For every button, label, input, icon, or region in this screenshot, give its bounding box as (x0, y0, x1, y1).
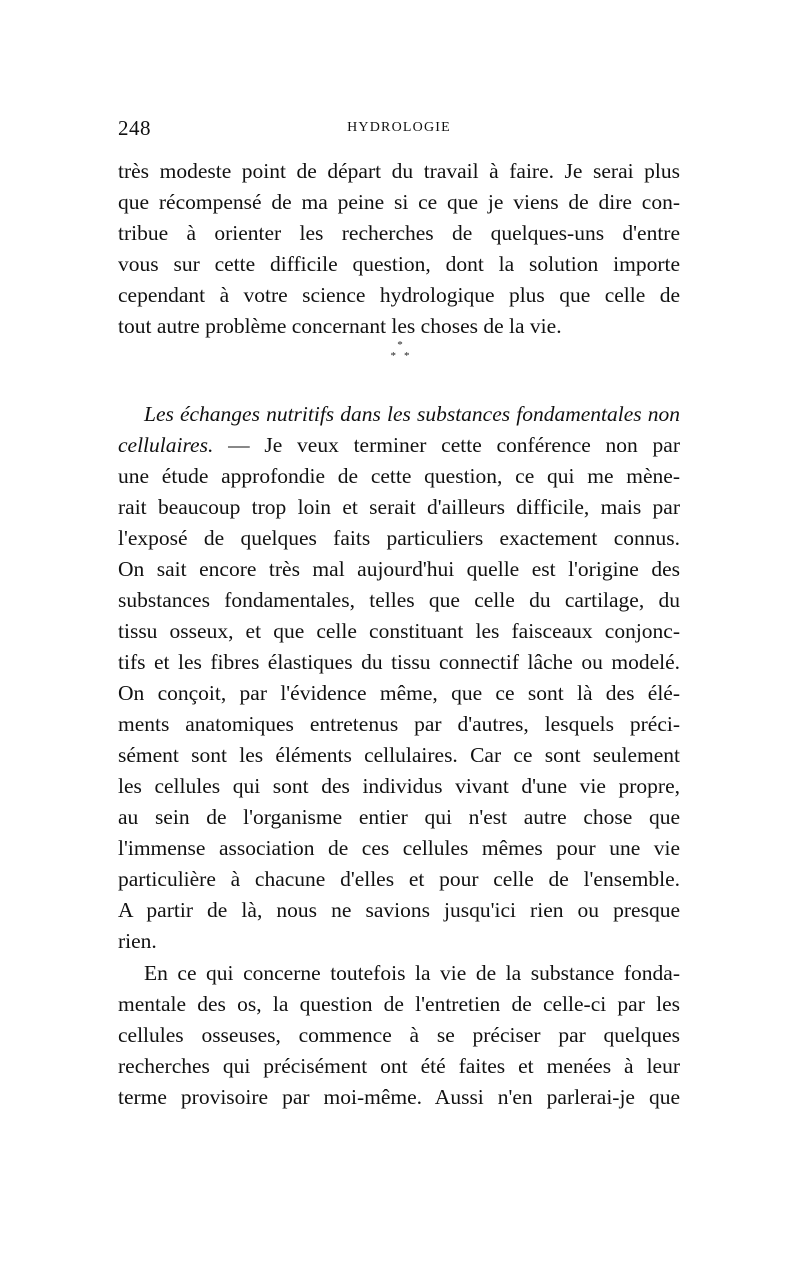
asterism-separator (370, 340, 430, 380)
text-line: tout autre problème concernant les choses de la vie. (118, 314, 562, 338)
text-line: que récompensé de ma peine si ce que je viens de dire con- (118, 190, 680, 214)
text-line: l'exposé de quelques faits particuliers exactement connus. (118, 526, 680, 550)
text-line: substances fondamentales, telles que celle du cartilage, du (118, 588, 680, 612)
text-line: rait beaucoup trop loin et serait d'ailleurs difficile, mais par (118, 495, 680, 519)
text-line: particulière à chacune d'elles et pour celle de l'ensemble. (118, 867, 680, 891)
asterisk-glyph: * (404, 350, 410, 362)
section-title: Les échanges nutritifs dans les substances fondamentales non (144, 402, 680, 426)
text-line: rien. (118, 929, 157, 953)
text-line: cellules osseuses, commence à se préciser par quelques (118, 1023, 680, 1047)
text-line: vous sur cette difficile question, dont la solution importe (118, 252, 680, 276)
asterisk-glyph: * (390, 350, 396, 362)
asterisk-glyph: * (397, 339, 403, 351)
text-line: On sait encore très mal aujourd'hui quelle est l'origine des (118, 557, 680, 581)
text-line: On conçoit, par l'évidence même, que ce sont là des élé- (118, 681, 680, 705)
text-line (118, 430, 680, 460)
text-line: A partir de là, nous ne savions jusqu'ici rien ou presque (118, 898, 680, 922)
text-line: tissu osseux, et que celle constituant les faisceaux conjonc- (118, 619, 680, 643)
text-line: l'immense association de ces cellules mêmes pour une vie (118, 836, 680, 860)
section-title-end: cellulaires. (118, 433, 214, 457)
section-text: — Je veux terminer cette conférence non par (213, 433, 680, 457)
text-line: une étude approfondie de cette question, ce qui me mène- (118, 464, 680, 488)
text-line: mentale des os, la question de l'entretien de celle-ci par les (118, 992, 680, 1016)
text-line: tribue à orienter les recherches de quelques-uns d'entre (118, 221, 680, 245)
text-line: tifs et les fibres élastiques du tissu connectif lâche ou modelé. (118, 650, 680, 674)
text-line: cependant à votre science hydrologique plus que celle de (118, 283, 680, 307)
text-line: recherches qui précisément ont été faites et menées à leur (118, 1054, 680, 1078)
text-line: En ce qui concerne toutefois la vie de la substance fonda- (144, 961, 680, 985)
text-line: terme provisoire par moi-même. Aussi n'en parlerai-je que (118, 1085, 680, 1109)
text-line: au sein de l'organisme entier qui n'est autre chose que (118, 805, 680, 829)
page-number: 248 (118, 116, 151, 140)
text-line: ments anatomiques entretenus par d'autres, lesquels préci- (118, 712, 680, 736)
text-line: sément sont les éléments cellulaires. Car ce sont seulement (118, 743, 680, 767)
running-title: HYDROLOGIE (347, 120, 451, 135)
text-line: très modeste point de départ du travail à faire. Je serai plus (118, 159, 680, 183)
page-header (118, 116, 680, 144)
text-line: les cellules qui sont des individus vivant d'une vie propre, (118, 774, 680, 798)
